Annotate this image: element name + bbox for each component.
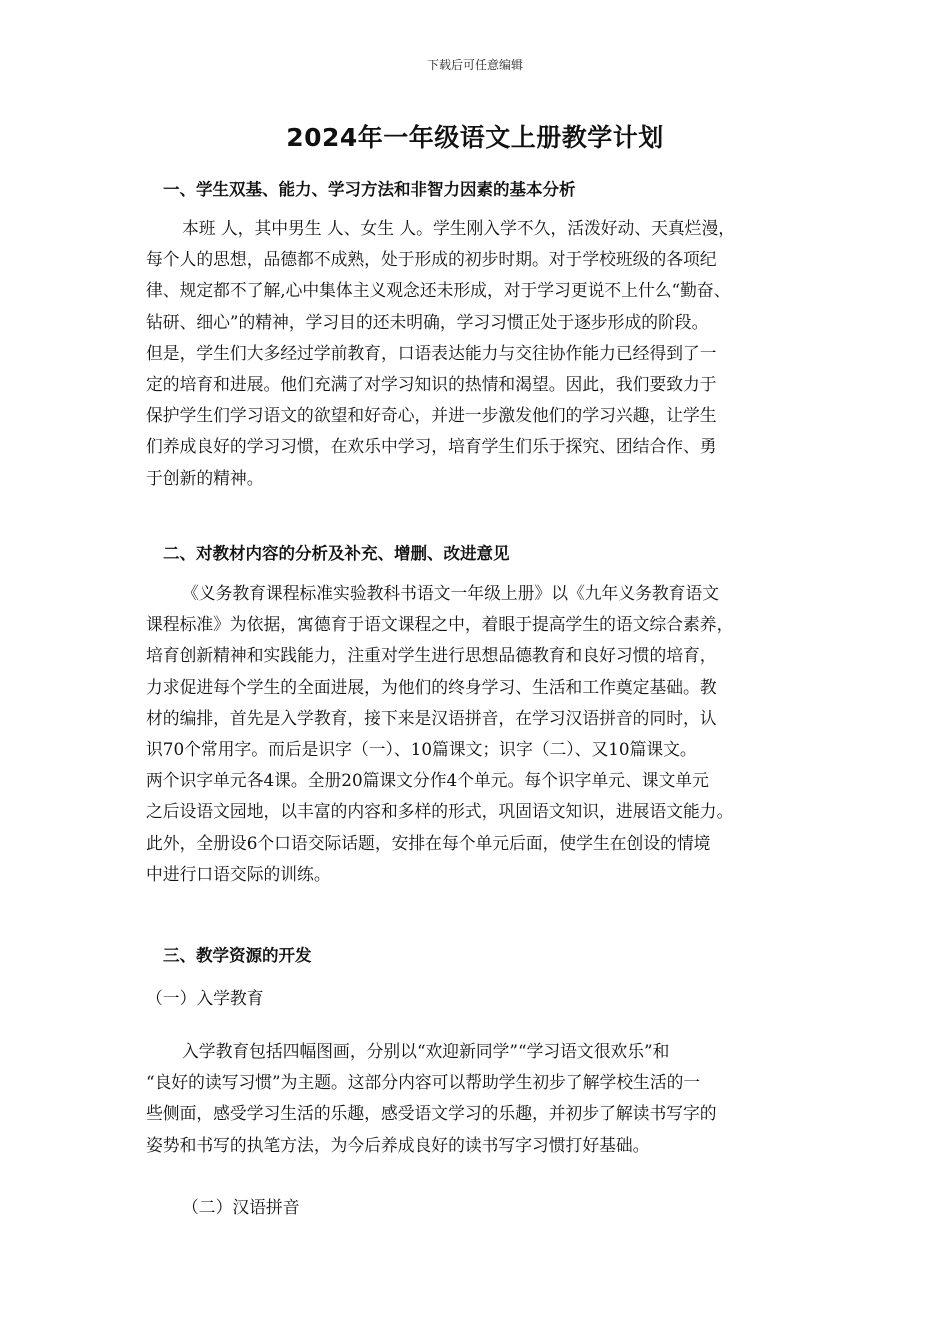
paragraph-line: 每个人的思想，品德都不成熟，处于形成的初步时期。对于学校班级的各项纪 [146,249,717,270]
header-note: 下载后可任意编辑 [426,58,523,72]
paragraph-line: 中进行口语交际的训练。 [146,863,331,884]
paragraph-line: 律、规定都不了解,心中集体主义观念还未形成，对于学习更说不上什么“勤奋、 [146,280,731,301]
section-1-heading: 一、学生双基、能力、学习方法和非智力因素的基本分析 [163,180,576,199]
document-title: 2024年一年级语文上册教学计划 [286,123,664,152]
paragraph-line: “良好的读写习惯”为主题。这部分内容可以帮助学生初步了解学校生活的一 [146,1072,701,1093]
section-2-heading: 二、对教材内容的分析及补充、增删、改进意见 [163,544,510,563]
paragraph-line: 培育创新精神和实践能力，注重对学生进行思想品德教育和良好习惯的培育， [146,645,717,666]
paragraph-line: 之后设语文园地，以丰富的内容和多样的形式，巩固语文知识，进展语文能力。 [146,801,734,822]
paragraph-line: 课程标准》为依据，寓德育于语文课程之中，着眼于提高学生的语文综合素养， [146,614,734,635]
paragraph-line: 力求促进每个学生的全面进展，为他们的终身学习、生活和工作奠定基础。教 [146,676,717,697]
paragraph-line: 此外，全册设6个口语交际话题，安排在每个单元后面，使学生在创设的情境 [146,832,711,853]
paragraph-line: 钻研、细心”的精神，学习目的还未明确，学习习惯正处于逐步形成的阶段。 [146,311,709,332]
subsection-1-paragraph [146,1036,812,1161]
paragraph-line: 《义务教育课程标准实验教科书语文一年级上册》以《九年义务教育语文 [182,583,720,603]
paragraph-line: 入学教育包括四幅图画，分别以“欢迎新同学”“学习语文很欢乐”和 [182,1041,670,1061]
paragraph-line: 本班 人，其中男生 人、女生 人。学生刚入学不久，活泼好动、天真烂漫， [182,218,736,238]
paragraph-line: 两个识字单元各4课。全册20篇课文分作4个单元。每个识字单元、课文单元 [146,770,709,791]
paragraph-line: 材的编排，首先是入学教育，接下来是汉语拼音，在学习汉语拼音的同时，认 [146,707,717,728]
paragraph-line: 些侧面，感受学习生活的乐趣，感受语文学习的乐趣，并初步了解读书写字的 [146,1103,717,1124]
section-1-paragraph [146,213,812,494]
section-2-paragraph [146,578,812,890]
paragraph-line: 们养成良好的学习习惯，在欢乐中学习，培育学生们乐于探究、团结合作、勇 [146,436,717,457]
paragraph-line: 定的培育和进展。他们充满了对学习知识的热情和渴望。因此，我们要致力于 [146,374,717,395]
paragraph-line: 但是，学生们大多经过学前教育，口语表达能力与交往协作能力已经得到了一 [146,342,717,363]
paragraph-line: 保护学生们学习语文的欲望和好奇心，并进一步激发他们的学习兴趣，让学生 [146,405,717,426]
section-3-heading: 三、教学资源的开发 [163,946,312,965]
paragraph-line: 姿势和书写的执笔方法，为今后养成良好的读书写字习惯打好基础。 [146,1134,650,1155]
subsection-1-heading: （一）入学教育 [146,988,264,1008]
subsection-2-heading: （二）汉语拼音 [182,1197,300,1217]
paragraph-line: 于创新的精神。 [146,467,264,488]
paragraph-line: 识70个常用字。而后是识字（一）、10篇课文；识字（二）、又10篇课文。 [146,739,697,760]
